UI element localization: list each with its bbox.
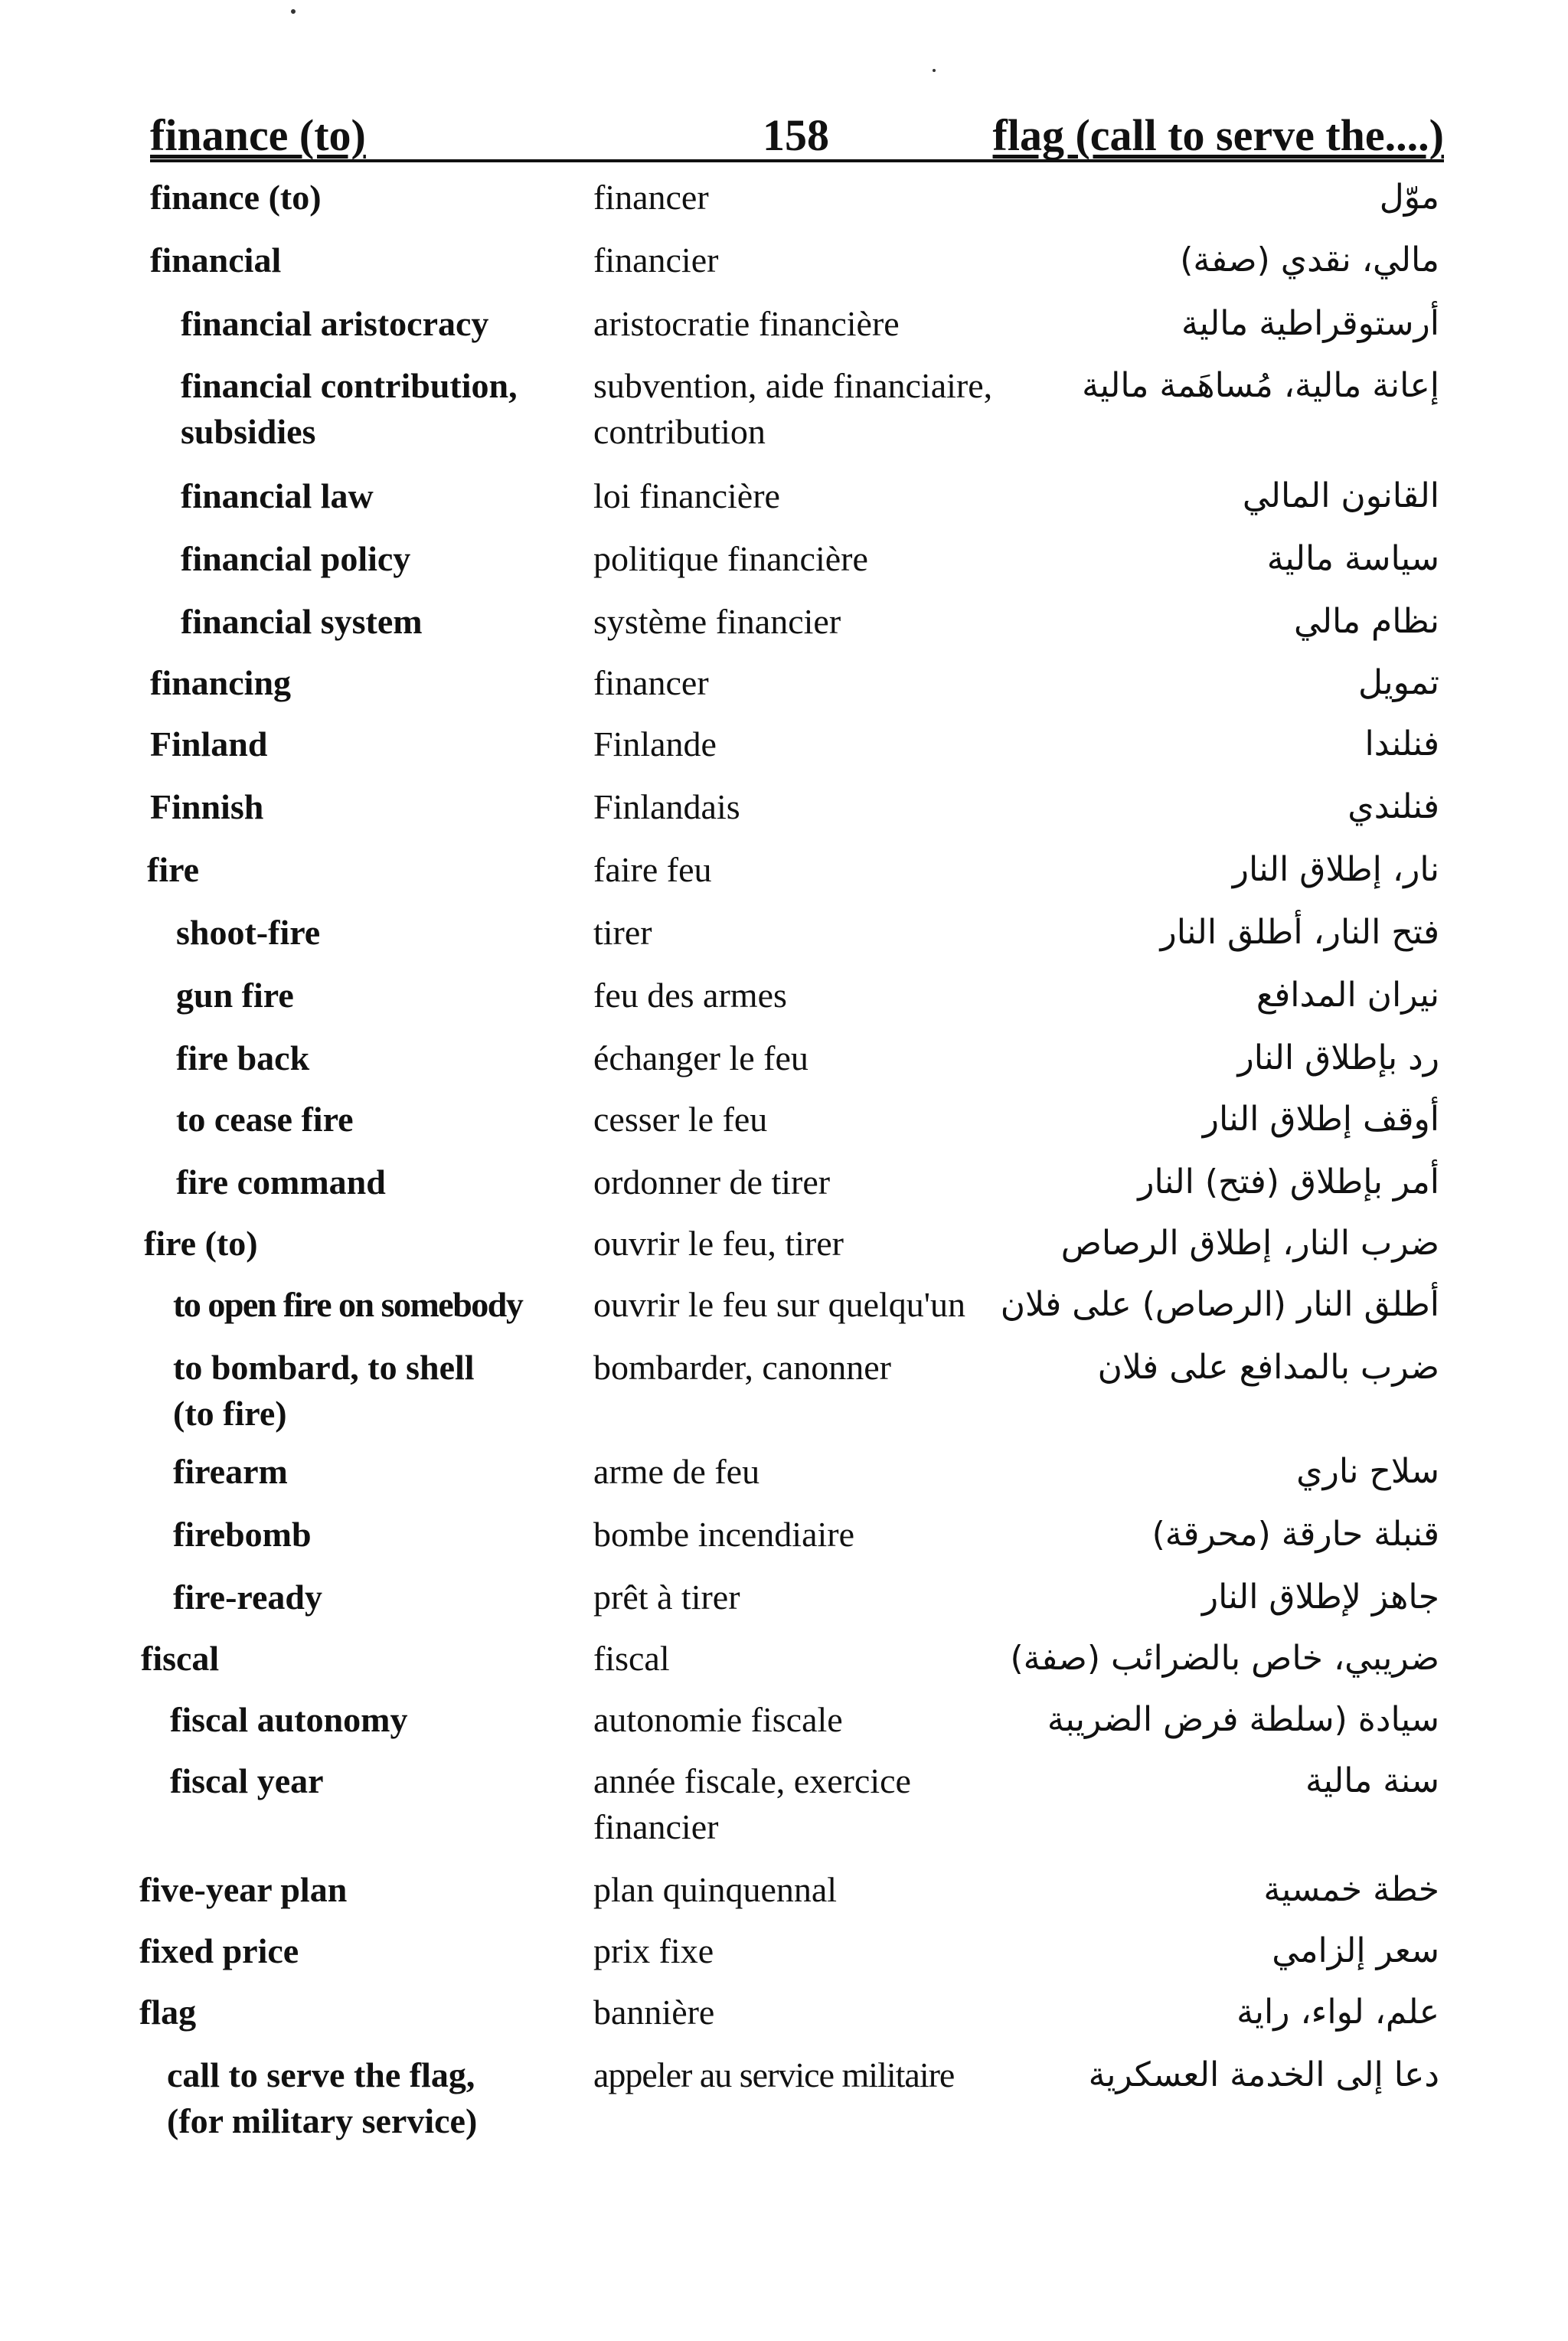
english-term: financial law [181, 476, 374, 515]
english-term: five-year plan [139, 1870, 348, 1909]
french-term: ouvrir le feu, tirer [593, 1224, 844, 1263]
french-term: échanger le feu [593, 1038, 808, 1077]
arabic-term: موّل [1379, 178, 1439, 217]
english-term: financial [150, 240, 282, 280]
arabic-term: أوقف إطلاق النار [1202, 1100, 1439, 1139]
english-term: Finland [150, 724, 268, 763]
arabic-term: دعا إلى الخدمة العسكرية [1088, 2055, 1439, 2094]
french-term: bombarder, canonner [593, 1348, 891, 1387]
french-term: aristocratie financière [593, 304, 900, 343]
arabic-term: مالي، نقدي (صفة) [1180, 240, 1439, 280]
arabic-term: سنة مالية [1305, 1761, 1439, 1800]
arabic-term: علم، لواء، راية [1236, 1993, 1439, 2032]
english-term: to open fire on somebody [173, 1285, 523, 1324]
french-term: politique financière [593, 539, 868, 578]
french-term: subvention, aide financiaire, contribution [593, 366, 993, 451]
arabic-term: سياسة مالية [1266, 539, 1439, 578]
french-term: ordonner de tirer [593, 1162, 831, 1202]
english-term: firebomb [173, 1515, 312, 1554]
french-term: loi financière [593, 476, 780, 515]
english-term: fixed price [139, 1931, 299, 1970]
english-term: fiscal year [170, 1761, 324, 1800]
header-last-entry: flag (call to serve the....) [992, 110, 1444, 160]
french-term: financier [593, 240, 719, 280]
french-term: financer [593, 663, 709, 702]
english-term: fire back [176, 1038, 310, 1077]
french-term: cesser le feu [593, 1100, 768, 1139]
arabic-term: نيران المدافع [1256, 976, 1439, 1015]
french-term: arme de feu [593, 1452, 760, 1491]
french-term: appeler au service militaire [593, 2055, 955, 2094]
arabic-term: سيادة (سلطة فرض الضريبة [1047, 1700, 1439, 1739]
arabic-term: رد بإطلاق النار [1237, 1038, 1439, 1077]
english-term: financial contribution, subsidies [181, 366, 518, 451]
arabic-term: فتح النار، أطلق النار [1160, 913, 1439, 952]
french-term: bannière [593, 1993, 715, 2032]
english-term: fire-ready [173, 1578, 323, 1617]
english-term: to bombard, to shell (to fire) [173, 1348, 475, 1433]
arabic-term: ضرب بالمدافع على فلان [1097, 1348, 1439, 1387]
english-term: financial aristocracy [181, 304, 489, 343]
french-term: prêt à tirer [593, 1578, 740, 1617]
arabic-term: سعر إلزامي [1272, 1931, 1439, 1970]
french-term: fiscal [593, 1639, 670, 1678]
english-term: fiscal [141, 1639, 220, 1678]
english-term: fire (to) [144, 1224, 258, 1263]
arabic-term: إعانة مالية، مُساهَمة مالية [1082, 366, 1439, 405]
english-term: firearm [173, 1452, 288, 1491]
french-term: autonomie fiscale [593, 1700, 843, 1739]
english-term: finance (to) [150, 178, 322, 217]
french-term: prix fixe [593, 1931, 714, 1970]
arabic-term: نار، إطلاق النار [1232, 850, 1439, 889]
french-term: Finlande [593, 724, 717, 763]
arabic-term: فنلندا [1364, 724, 1439, 763]
french-term: système financier [593, 602, 841, 641]
english-term: gun fire [176, 976, 294, 1015]
english-term: shoot-fire [176, 913, 321, 952]
arabic-term: أرستوقراطية مالية [1181, 304, 1439, 343]
arabic-term: نظام مالي [1293, 602, 1439, 641]
english-term: fiscal autonomy [170, 1700, 408, 1739]
arabic-term: ضرب النار، إطلاق الرصاص [1060, 1224, 1439, 1263]
english-term: to cease fire [176, 1100, 354, 1139]
arabic-term: أمر بإطلاق (فتح) النار [1138, 1162, 1439, 1202]
french-term: feu des armes [593, 976, 787, 1015]
arabic-term: أطلق النار (الرصاص) على فلان [1000, 1285, 1439, 1324]
arabic-term: جاهز لإطلاق النار [1201, 1578, 1439, 1617]
french-term: Finlandais [593, 787, 740, 826]
arabic-term: فنلندي [1348, 787, 1439, 826]
french-term: bombe incendiaire [593, 1515, 855, 1554]
english-term: flag [139, 1993, 197, 2032]
french-term: faire feu [593, 850, 712, 889]
arabic-term: قنبلة حارقة (محرقة) [1152, 1515, 1439, 1554]
french-term: ouvrir le feu sur quelqu'un [593, 1285, 966, 1324]
page-number: 158 [763, 110, 829, 160]
english-term: fire [147, 850, 200, 889]
english-term: fire command [176, 1162, 386, 1202]
english-term: Finnish [150, 787, 264, 826]
french-term: tirer [593, 913, 652, 952]
arabic-term: القانون المالي [1242, 476, 1439, 515]
arabic-term: ضريبي، خاص بالضرائب (صفة) [1010, 1639, 1439, 1678]
arabic-term: سلاح ناري [1296, 1452, 1439, 1491]
english-term: financing [150, 663, 292, 702]
header-first-entry: finance (to) [150, 110, 366, 160]
arabic-term: خطة خمسية [1263, 1870, 1439, 1909]
french-term: financer [593, 178, 709, 217]
english-term: financial policy [181, 539, 411, 578]
arabic-term: تمويل [1358, 663, 1439, 702]
french-term: plan quinquennal [593, 1870, 838, 1909]
french-term: année fiscale, exercice financier [593, 1761, 911, 1846]
english-term: financial system [181, 602, 423, 641]
english-term: call to serve the flag, (for military service) [167, 2055, 478, 2140]
